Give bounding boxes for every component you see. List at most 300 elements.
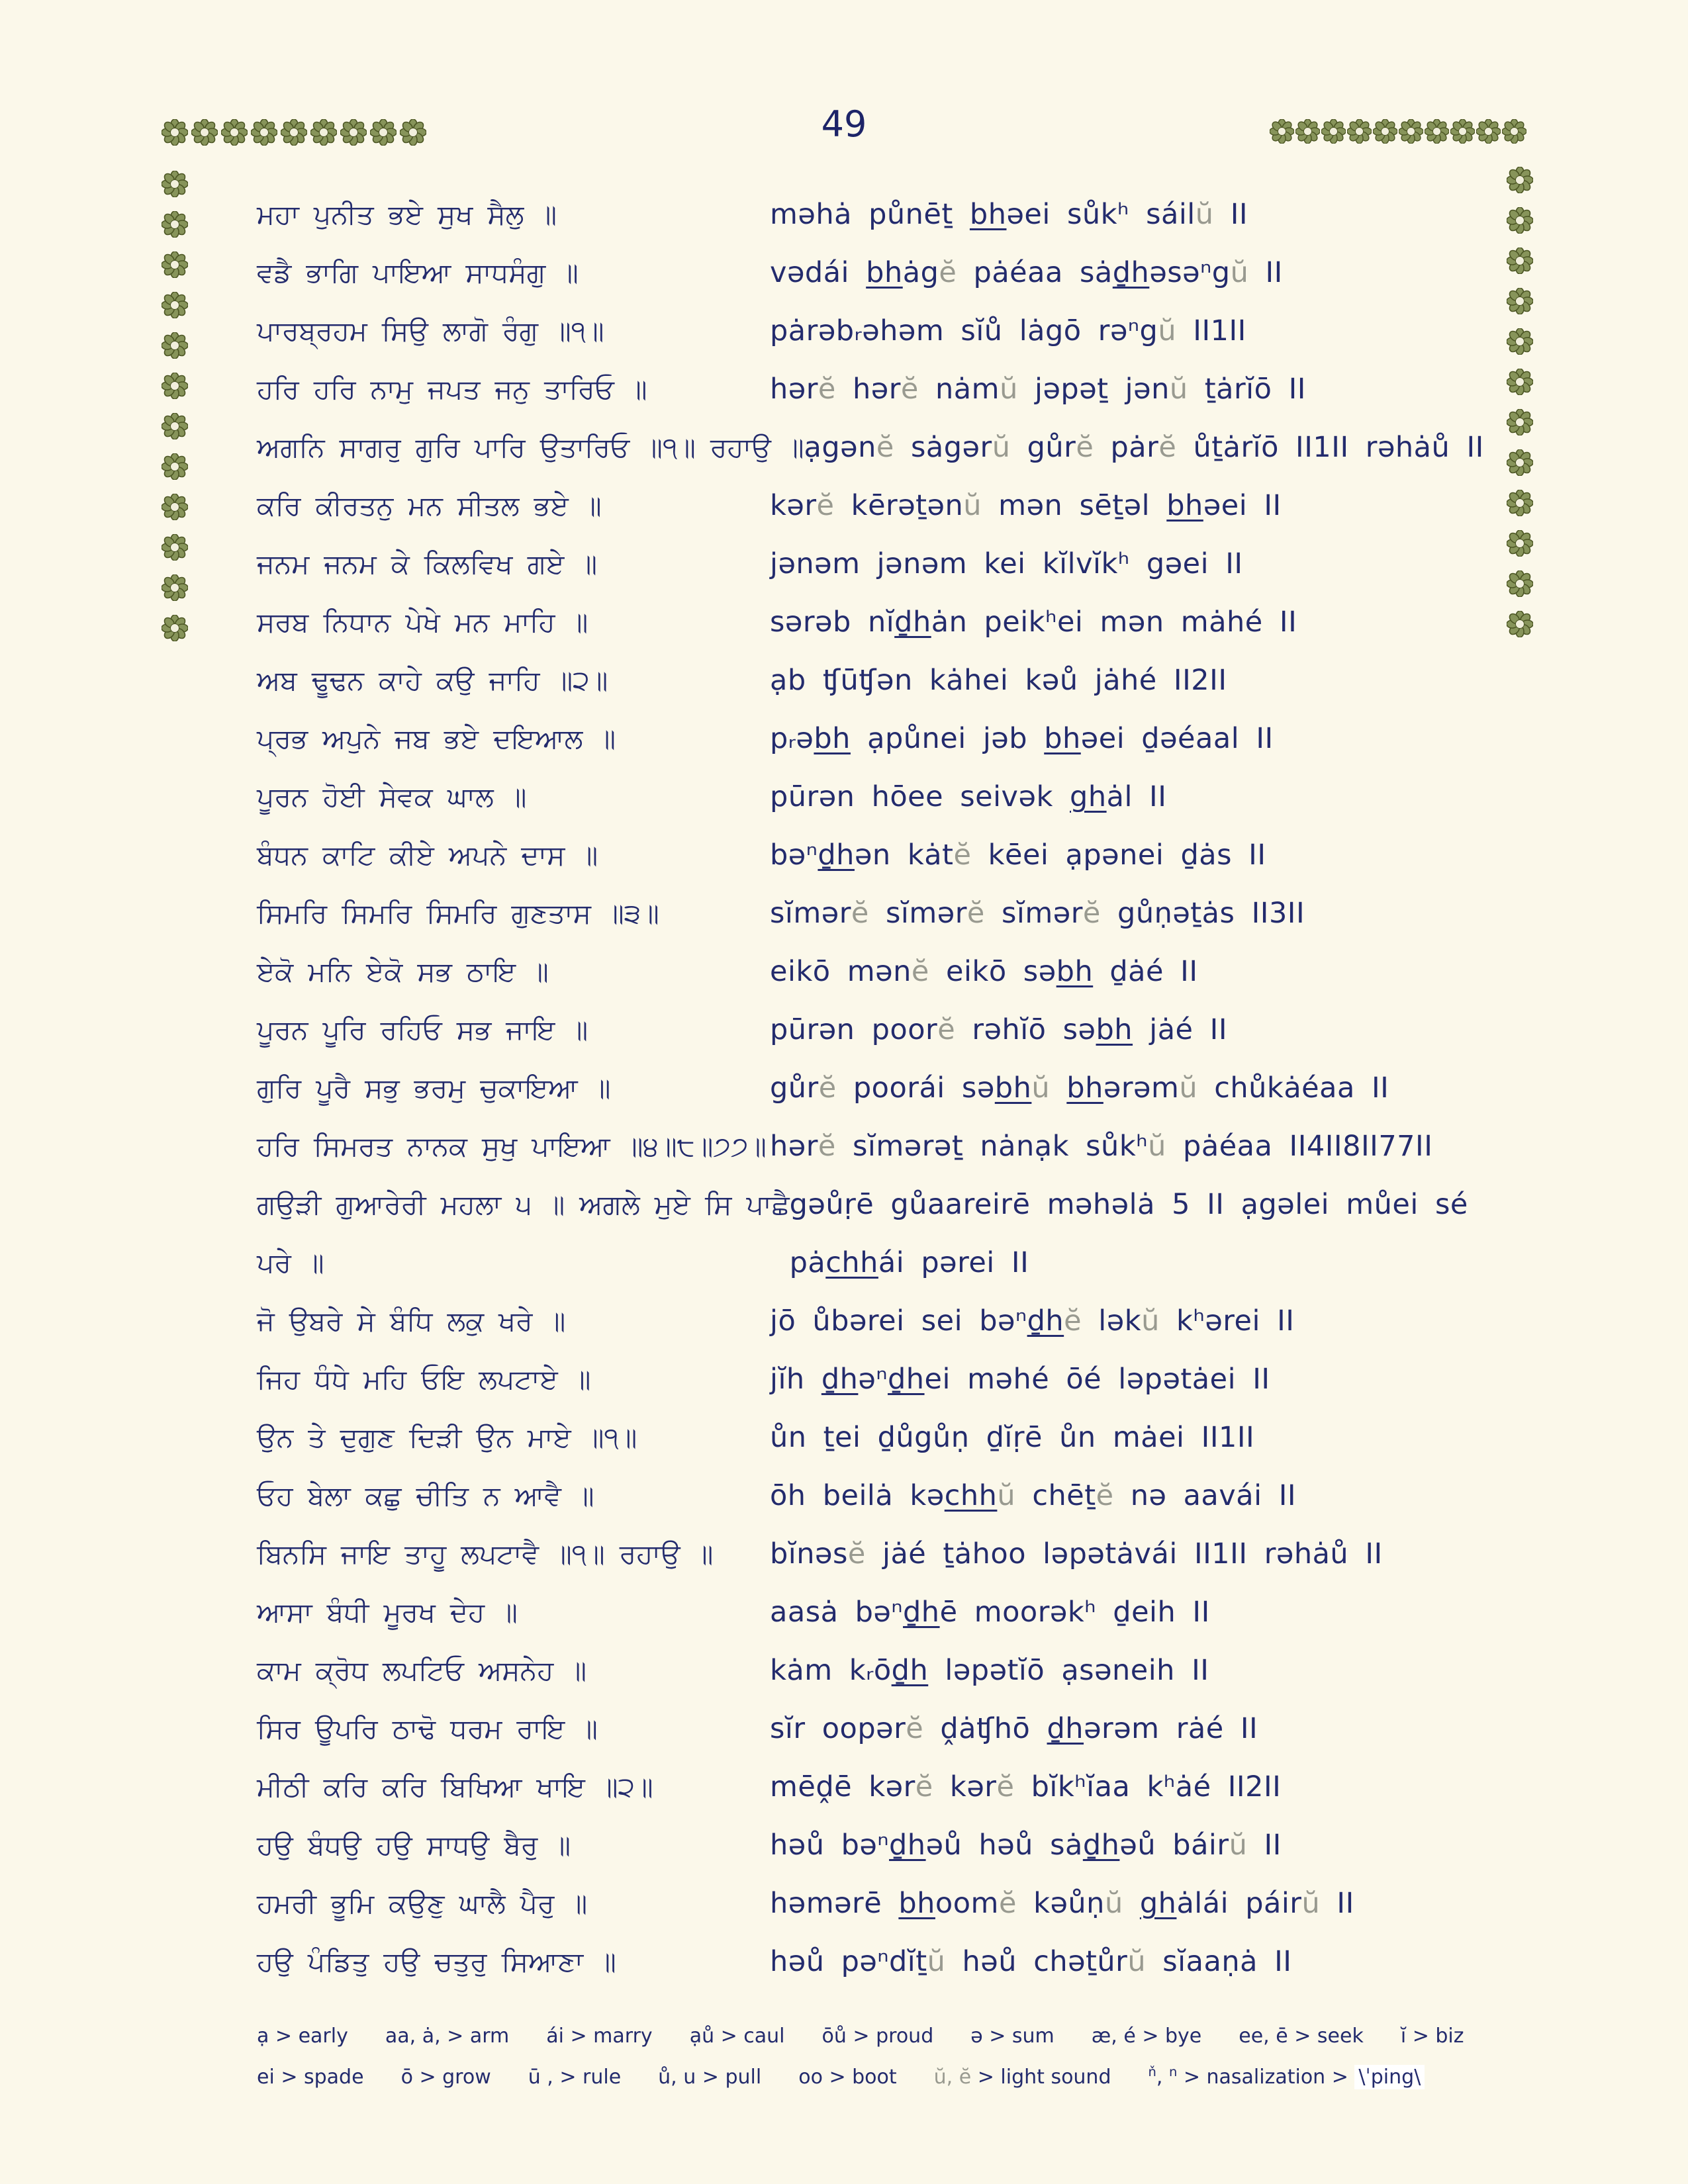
flower-icon (1399, 119, 1423, 144)
gurmukhi-line: ਹਰਿ ਸਿਮਰਤ ਨਾਨਕ ਸੁਖੁ ਪਾਇਆ ॥੪॥੮॥੭੭॥ (257, 1130, 767, 1162)
text-segment: ōh beilȧ kə (770, 1479, 945, 1512)
text-segment: gh (1139, 1887, 1177, 1920)
text-segment: pȧéaa II4II8II77II (1166, 1130, 1433, 1163)
text-segment: sərəb nĭ (770, 606, 895, 639)
gurmukhi-line: ਮੀਠੀ ਕਰਿ ਕਰਿ ਬਿਖਿਆ ਖਾਇ ॥੨॥ (257, 1771, 653, 1803)
verse-row-16 (257, 1059, 1541, 1117)
roman-line (770, 185, 1541, 244)
text-segment: bh (969, 198, 1007, 231)
text-segment: ŭ (1179, 1071, 1198, 1105)
verse-row-14 (257, 942, 1541, 1001)
gurmukhi-verse (257, 1874, 770, 1933)
verse-row-12 (257, 826, 1541, 884)
text-segment: məhȧ půnēṯ (770, 198, 970, 231)
top-right-flower-border (1270, 119, 1526, 144)
text-segment: ŭ (992, 431, 1011, 464)
legend-item (822, 2016, 934, 2057)
text-segment (1123, 1887, 1140, 1920)
text-segment: eikō mən (770, 955, 912, 988)
roman-line (770, 1641, 1541, 1700)
verse-row-4 (257, 360, 1541, 418)
gurmukhi-verse (257, 1933, 770, 1991)
verse-row-2 (257, 244, 1541, 302)
legend-item (934, 2057, 1111, 2098)
text-segment: II1II (1176, 314, 1246, 347)
roman-line (790, 1234, 1541, 1292)
text-segment: əů həů sȧ (925, 1829, 1083, 1862)
text-segment: bəⁿ (770, 839, 818, 872)
text-segment: ĕ (847, 1537, 866, 1570)
text-segment: > nasalization > (1177, 2066, 1355, 2089)
text-segment: sĭmər (770, 897, 851, 930)
gurmukhi-verse (257, 1292, 770, 1350)
gurmukhi-line: ਗਉੜੀ ਗੁਆਰੇਰੀ ਮਹਲਾ ੫ ॥ ਅਗਲੇ ਮੁਏ ਸਿ ਪਾਛੈ (257, 1189, 790, 1220)
flower-icon (1295, 119, 1320, 144)
text-segment: ŭ (997, 1479, 1016, 1512)
flower-icon (162, 534, 188, 561)
text-segment: ḏh (818, 839, 855, 872)
text-segment: kər (770, 489, 817, 522)
text-segment: ən kȧt (854, 839, 954, 872)
text-segment: II (1320, 1887, 1354, 1920)
roman-line (770, 1700, 1541, 1758)
text-segment: gůr (770, 1071, 819, 1105)
text-segment: II (1248, 256, 1283, 289)
page-number: 49 (821, 103, 867, 145)
gurmukhi-line: ਬੰਧਨ ਕਾਟਿ ਕੀਏ ਅਪਨੇ ਦਾਸ ॥ (257, 839, 598, 871)
text-segment: ạů > caul (689, 2025, 785, 2048)
roman-line (770, 244, 1541, 302)
flower-icon (162, 292, 188, 318)
text-segment: sĭr oopər (770, 1712, 906, 1745)
text-segment: ĕ (1158, 431, 1177, 464)
text-segment: bh (1096, 1013, 1133, 1046)
roman-verse (804, 418, 1541, 477)
flower-icon (162, 574, 188, 601)
roman-verse (770, 1816, 1541, 1874)
legend-row-1 (257, 2016, 1501, 2057)
text-segment: ůn ṯei ḏůgůṇ ḏĭṛē ůn mȧei II1II (770, 1421, 1255, 1454)
gurmukhi-verse (257, 1408, 770, 1467)
text-segment: bh (1056, 955, 1094, 988)
gurmukhi-verse (257, 884, 770, 942)
roman-line (770, 1933, 1541, 1991)
gurmukhi-line: ਹਮਰੀ ਭੂਮਿ ਕਉਣੁ ਘਾਲੈ ਪੈਰੁ ॥ (257, 1888, 588, 1919)
text-segment: ĕ (939, 256, 957, 289)
verse-row-20 (257, 1350, 1541, 1408)
legend-item (401, 2057, 491, 2098)
text-segment: ə > sum (970, 2025, 1055, 2048)
roman-verse (770, 1059, 1541, 1117)
roman-line (770, 1467, 1541, 1525)
pronunciation-legend (257, 2016, 1501, 2098)
text-segment: kər (933, 1770, 997, 1803)
text-segment: ōů > proud (821, 2025, 934, 2048)
gurmukhi-line: ਪ੍ਰਭ ਅਪੁਨੇ ਜਬ ਭਏ ਦਇਆਲ ॥ (257, 723, 616, 754)
text-segment: ạb ʧūʧən kȧhei kəů jȧhé II2II (770, 664, 1227, 697)
legend-item (1401, 2016, 1464, 2057)
gurmukhi-verse (257, 1059, 770, 1117)
roman-line (790, 1175, 1541, 1234)
flower-icon (1270, 119, 1294, 144)
text-segment: ḏh (894, 606, 931, 639)
text-segment: ŭ (1104, 1887, 1123, 1920)
text-segment: \ˈping\ (1354, 2065, 1425, 2089)
roman-verse (770, 942, 1541, 1001)
gurmukhi-line: ਹਉ ਪੰਡਿਤੁ ਹਉ ਚਤੁਰੁ ਸਿਆਣਾ ॥ (257, 1946, 616, 1978)
top-left-flower-border (162, 119, 426, 146)
text-segment: əei ḏəéaal II (1080, 722, 1274, 755)
verse-row-7 (257, 535, 1541, 593)
legend-item (257, 2016, 348, 2057)
gurmukhi-verse (257, 302, 770, 360)
text-segment: ĕ (1064, 1304, 1082, 1338)
verse-row-15 (257, 1001, 1541, 1059)
gurmukhi-line: ਅਬ ਢੂਢਨ ਕਾਹੇ ਕਉ ਜਾਹਿ ॥੨॥ (257, 664, 608, 696)
roman-line (770, 1001, 1541, 1059)
text-segment: bh (898, 1887, 935, 1920)
gurmukhi-verse (257, 1525, 770, 1583)
gurmukhi-line: ਸਿਰ ਊਪਰਿ ਠਾਢੋ ਧਰਮ ਰਾਇ ॥ (257, 1713, 598, 1745)
text-segment: poorái sə (836, 1071, 995, 1105)
roman-line (770, 1874, 1541, 1933)
text-segment: sĭmər (984, 897, 1083, 930)
gurmukhi-line: ਹਰਿ ਹਰਿ ਨਾਮੁ ਜਪਤ ਜਨੁ ਤਾਰਿਓ ॥ (257, 373, 647, 405)
verse-row-17 (257, 1117, 1541, 1175)
text-segment: chůkȧéaa II (1197, 1071, 1389, 1105)
flower-icon (310, 119, 337, 146)
roman-line (770, 709, 1541, 768)
text-segment: ḏȧé II (1093, 955, 1198, 988)
roman-line (770, 884, 1541, 942)
roman-line (770, 477, 1541, 535)
gurmukhi-line: ਕਰਿ ਕੀਰਤਨੁ ਮਨ ਸੀਤਲ ਭਏ ॥ (257, 490, 602, 522)
roman-line (770, 1408, 1541, 1467)
text-segment: ləpətĭō ạsəneih II (928, 1654, 1209, 1687)
flower-icon (162, 211, 188, 238)
verse-row-19 (257, 1292, 1541, 1350)
text-segment: ň (1148, 2064, 1156, 2079)
gurmukhi-line: ਏਕੋ ਮਨਿ ਏਕੋ ਸਭ ਠਾਇ ॥ (257, 956, 549, 987)
flower-icon (400, 119, 426, 146)
text-segment: ů, u > pull (658, 2066, 762, 2089)
flower-icon (370, 119, 397, 146)
gurmukhi-verse (257, 709, 770, 768)
roman-line (770, 1059, 1541, 1117)
text-segment: ḏh (889, 1829, 926, 1862)
roman-verse (770, 185, 1541, 244)
text-segment: bh (1166, 489, 1203, 522)
text-segment: n (1168, 2064, 1178, 2079)
verse-row-27 (257, 1758, 1541, 1816)
text-segment: ḏh (1112, 256, 1150, 289)
legend-item (385, 2016, 509, 2057)
roman-verse (770, 884, 1541, 942)
gurmukhi-verse (257, 360, 770, 418)
text-segment: sĭmərəṯ nȧnạk sůkʰ (835, 1130, 1149, 1163)
roman-verse (770, 1700, 1541, 1758)
roman-verse (770, 360, 1541, 418)
text-segment: ei > spade (257, 2066, 364, 2089)
text-segment: bh (814, 722, 851, 755)
gurmukhi-verse (257, 1467, 770, 1525)
text-segment: ĕ (911, 955, 929, 988)
verse-row-23 (257, 1525, 1541, 1583)
text-segment: ĕ (1076, 431, 1094, 464)
text-segment: ərəm rȧé II (1084, 1712, 1258, 1745)
text-segment: sȧgər (894, 431, 992, 464)
text-segment: sĭaaṇȧ II (1146, 1945, 1292, 1978)
roman-verse (770, 1525, 1541, 1583)
text-segment: ŭ (1229, 1829, 1248, 1862)
roman-line (770, 302, 1541, 360)
text-segment: ĕ (996, 1770, 1015, 1803)
text-segment: ĕ (1096, 1479, 1114, 1512)
text-segment: sĭmər (868, 897, 967, 930)
text-segment: eikō sə (929, 955, 1056, 988)
text-segment: əei sůkʰ sáil (1006, 198, 1196, 231)
flower-icon (162, 615, 188, 641)
text-segment: əsəⁿg (1149, 256, 1231, 289)
legend-item (546, 2016, 652, 2057)
gurmukhi-verse (257, 651, 770, 709)
roman-verse (770, 1292, 1541, 1350)
text-segment: həmərē (770, 1887, 899, 1920)
roman-verse (770, 768, 1541, 826)
flower-icon (162, 251, 188, 278)
gurmukhi-line: ਓਹ ਬੇਲਾ ਕਛੁ ਚੀਤਿ ਨ ਆਵੈ ॥ (257, 1480, 594, 1512)
text-segment: ŭ (1148, 1130, 1166, 1163)
text-segment: hər (835, 373, 901, 406)
text-segment: ḏh (891, 1654, 929, 1687)
text-segment: jĭh (770, 1363, 821, 1396)
text-segment: pᵣə (770, 722, 814, 755)
flower-icon (1373, 119, 1397, 144)
legend-item (528, 2057, 621, 2098)
verse-row-21 (257, 1408, 1541, 1467)
gurmukhi-verse (257, 1001, 770, 1059)
verse-row-25 (257, 1641, 1541, 1700)
gurmukhi-line: ਵਡੈ ਭਾਗਿ ਪਾਇਆ ਸਾਧਸੰਗੁ ॥ (257, 257, 579, 289)
flower-icon (191, 119, 218, 146)
roman-line (770, 360, 1541, 418)
gurmukhi-line: ਆਸਾ ਬੰਧੀ ਮੂਰਖ ਦੇਹ ॥ (257, 1596, 518, 1628)
text-segment: ůṯȧrĭō II1II rəhȧů II (1176, 431, 1484, 464)
text-segment: ȧg (902, 256, 939, 289)
gurmukhi-verse (257, 477, 770, 535)
flower-icon (162, 453, 188, 480)
roman-line (770, 1292, 1541, 1350)
text-segment: ḏh (821, 1363, 859, 1396)
roman-line (770, 826, 1541, 884)
text-segment: ȧl II (1106, 780, 1167, 813)
flower-icon (162, 119, 188, 146)
text-segment: bh (866, 256, 903, 289)
text-segment: bĭnəs (770, 1537, 848, 1570)
text-segment: pȧéaa sȧ (957, 256, 1113, 289)
text-segment: II (1247, 1829, 1282, 1862)
gurmukhi-line: ਜਨਮ ਜਨਮ ਕੇ ਕਿਲਵਿਖ ਗਏ ॥ (257, 548, 598, 580)
verse-row-11 (257, 768, 1541, 826)
text-segment: ḓȧʧhō (923, 1712, 1047, 1745)
gurmukhi-line: ਜਿਹ ਧੰਧੇ ਮਹਿ ਓਇ ਲਪਟਾਏ ॥ (257, 1363, 591, 1395)
verse-row-10 (257, 709, 1541, 768)
roman-line (770, 768, 1541, 826)
text-segment: ḏh (1047, 1712, 1084, 1745)
text-segment: ĕ (876, 431, 894, 464)
text-segment: ĕ (966, 897, 985, 930)
text-segment: ē moorəkʰ ḏeih II (939, 1596, 1210, 1629)
text-segment: gůr (1010, 431, 1076, 464)
legend-item (798, 2057, 896, 2098)
text-segment: ū , > rule (528, 2066, 622, 2089)
text-segment: hər (770, 1130, 818, 1163)
legend-item (658, 2057, 761, 2098)
text-segment: ĕ (906, 1712, 924, 1745)
flower-icon (162, 332, 188, 359)
text-segment: ȧlái páir (1176, 1887, 1302, 1920)
roman-verse (770, 1408, 1541, 1467)
text-segment: kȧm kᵣō (770, 1654, 892, 1687)
text-segment: pȧ (789, 1246, 826, 1279)
gurmukhi-verse (257, 1700, 770, 1758)
verse-list (257, 185, 1541, 1991)
roman-line (770, 535, 1541, 593)
roman-line (770, 1758, 1541, 1816)
text-segment: jȧé II (1133, 1013, 1228, 1046)
roman-verse (770, 1467, 1541, 1525)
verse-row-3 (257, 302, 1541, 360)
roman-verse (770, 1758, 1541, 1816)
text-segment: ĕ (998, 1887, 1017, 1920)
gurmukhi-verse (257, 1350, 770, 1408)
text-segment: ḏh (887, 1363, 925, 1396)
roman-verse (770, 1874, 1541, 1933)
text-segment: nə aavái II (1113, 1479, 1297, 1512)
roman-verse (770, 709, 1541, 768)
text-segment: nȧm (918, 373, 1000, 406)
text-segment: ŭ (1230, 256, 1249, 289)
text-segment: ŭ (1000, 373, 1018, 406)
roman-line (770, 1350, 1541, 1408)
text-segment: kʰərei II (1159, 1304, 1295, 1338)
gurmukhi-line: ਸਿਮਰਿ ਸਿਮਰਿ ਸਿਮਰਿ ਗੁਣਤਾਸ ॥੩॥ (257, 897, 659, 929)
text-segment: rəhĭō sə (955, 1013, 1096, 1046)
flower-icon (221, 119, 248, 146)
roman-verse (770, 593, 1541, 651)
text-segment: oo > boot (798, 2066, 897, 2089)
gurmukhi-verse (257, 1758, 770, 1816)
verse-row-13 (257, 884, 1541, 942)
flower-icon (1321, 119, 1346, 144)
gurmukhi-verse (257, 1583, 770, 1641)
roman-verse (770, 1641, 1541, 1700)
text-segment: ái > marry (546, 2025, 653, 2048)
text-segment: vədái (770, 256, 867, 289)
text-segment: bh (994, 1071, 1032, 1105)
text-segment: ŭ (963, 489, 982, 522)
roman-verse (770, 1583, 1541, 1641)
gurmukhi-verse (257, 593, 770, 651)
text-segment: ái pərei II (878, 1246, 1029, 1279)
text-segment: ḏh (903, 1596, 940, 1629)
text-segment: ŭ (1158, 314, 1177, 347)
verse-row-29 (257, 1874, 1541, 1933)
gurmukhi-verse (257, 1175, 790, 1292)
text-segment: hər (770, 373, 818, 406)
verse-row-22 (257, 1467, 1541, 1525)
text-segment: aa, ȧ, > arm (385, 2025, 510, 2048)
text-segment: həů chəṯůr (945, 1945, 1128, 1978)
text-segment: ạgən (804, 431, 876, 464)
text-segment: ərəm (1103, 1071, 1180, 1105)
text-segment: pȧrəbᵣəhəm sĭů lȧgō rəⁿg (770, 314, 1158, 347)
text-segment: gəůṛē gůaareirē məhəlȧ 5 II ạgəlei můei sé (789, 1188, 1468, 1221)
gurmukhi-line: ਹਉ ਬੰਧਉ ਹਉ ਸਾਧਉ ਬੈਰੁ ॥ (257, 1829, 571, 1861)
roman-line (770, 942, 1541, 1001)
text-segment: ạ > early (257, 2025, 348, 2048)
text-segment: ĕ (816, 489, 835, 522)
text-segment: ĕ (818, 373, 836, 406)
text-segment: ĕ (818, 1071, 837, 1105)
gurmukhi-line: ਬਿਨਸਿ ਜਾਇ ਤਾਹੂ ਲਪਟਾਵੈ ॥੧॥ ਰਹਾਉ ॥ (257, 1538, 714, 1570)
roman-verse (770, 1117, 1541, 1175)
roman-verse (770, 302, 1541, 360)
text-segment: jō ůbərei sei bəⁿ (770, 1304, 1027, 1338)
gurmukhi-verse (257, 418, 804, 477)
roman-line (804, 418, 1541, 477)
verse-row-18 (257, 1175, 1541, 1292)
roman-line (770, 593, 1541, 651)
gurmukhi-verse (257, 535, 770, 593)
text-segment: kəůṇ (1016, 1887, 1105, 1920)
verse-row-6 (257, 477, 1541, 535)
roman-line (770, 1583, 1541, 1641)
text-segment: ŭ (1301, 1887, 1321, 1920)
legend-item (1092, 2016, 1201, 2057)
text-segment: ṯȧrĭō II (1188, 373, 1306, 406)
text-segment: ḏh (1082, 1829, 1120, 1862)
gurmukhi-line: ਮਹਾ ਪੁਨੀਤ ਭਏ ਸੁਖ ਸੈਲੁ ॥ (257, 199, 557, 230)
text-segment: ŭ (1195, 198, 1214, 231)
flower-icon (162, 413, 188, 439)
roman-verse (770, 1350, 1541, 1408)
gurmukhi-line: ਪੂਰਨ ਹੋਈ ਸੇਵਕ ਘਾਲ ॥ (257, 781, 527, 813)
flower-icon (1476, 119, 1501, 144)
text-segment: chh (825, 1246, 878, 1279)
text-segment: əů báir (1119, 1829, 1229, 1862)
legend-item (1239, 2016, 1364, 2057)
text-segment: ei məhé ōé ləpətȧei II (924, 1363, 1270, 1396)
text-segment: pūrən poor (770, 1013, 938, 1046)
roman-verse (790, 1175, 1541, 1292)
legend-row-2 (257, 2057, 1501, 2098)
text-segment: ḏh (1027, 1304, 1064, 1338)
text-segment: ĕ (900, 373, 919, 406)
gurmukhi-line: ਜੋ ਉਬਰੇ ਸੇ ਬੰਧਿ ਲਕੁ ਖਰੇ ॥ (257, 1305, 566, 1337)
gurmukhi-line: ਕਾਮ ਕ੍ਰੋਧ ਲਪਟਿਓ ਅਸਨੇਹ ॥ (257, 1655, 587, 1686)
roman-verse (770, 477, 1541, 535)
text-segment: ĕ (851, 897, 869, 930)
text-segment: ĕ (818, 1130, 836, 1163)
text-segment: ĕ (915, 1770, 933, 1803)
gurmukhi-line: ਅਗਨਿ ਸਾਗਰੁ ਗੁਰਿ ਪਾਰਿ ਉਤਾਰਿਓ ॥੧॥ ਰਹਾਉ ॥ (257, 432, 804, 463)
text-segment: pȧr (1094, 431, 1159, 464)
text-segment: ō > grow (400, 2066, 491, 2089)
text-segment: ạpůnei jəb (850, 722, 1045, 755)
roman-verse (770, 1001, 1541, 1059)
text-segment: aasȧ bəⁿ (770, 1596, 904, 1629)
